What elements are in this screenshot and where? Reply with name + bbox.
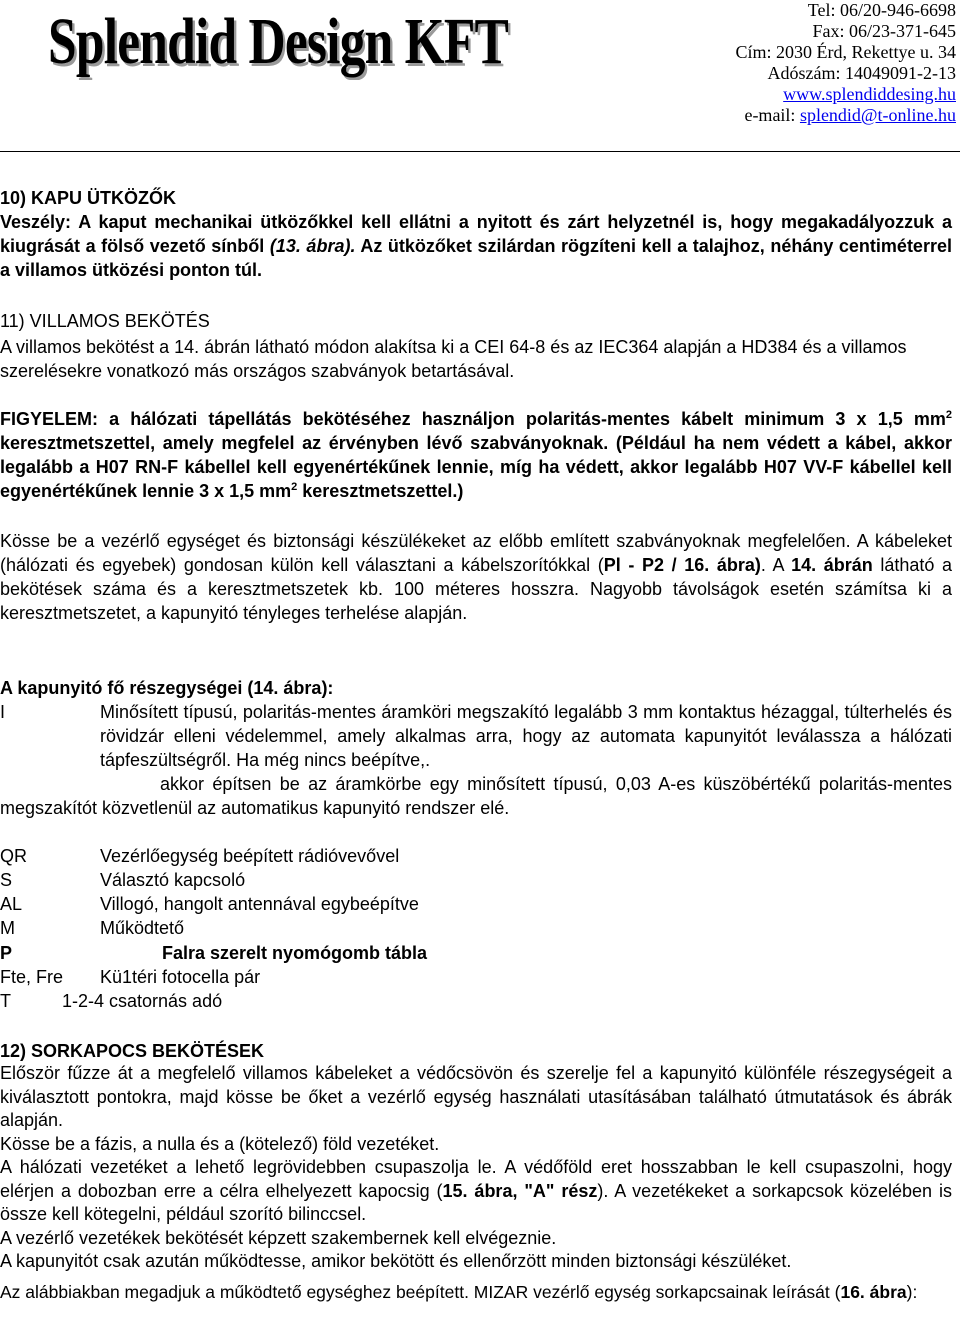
section-12-p4: A vezérlő vezetékek bekötését képzett szakembernek kell elvégeznie. (0, 1227, 557, 1248)
section-12-p6-ref: 16. ábra (840, 1282, 907, 1302)
parts-item-key: P (0, 943, 13, 963)
parts-item-text: Falra szerelt nyomógomb tábla (162, 943, 428, 963)
warning-sup: 2 (945, 409, 952, 421)
warning-text-b: keresztmetszettel, amely megfelel az érvényben lévő szabványoknak. (Például ha nem védett a kábel, akkor legalább a H07 RN-F kábellel kell egyenértékűnek lennie, míg ha védett, akkor legalább H07 VV-F kábellel kell egyenértékűnek lennie 3 x 1,5 mm (0, 433, 952, 501)
section-12-body (0, 1062, 952, 1274)
section-10-text-b: Az ütközőket szilárdan rögzíteni kell a talajhoz, néhány centiméterrel a villamos ütközési ponton túl. (0, 236, 952, 280)
section-12-p6 (0, 1281, 952, 1303)
warning-sup-2: 2 (291, 481, 298, 493)
company-logo: Splendid Design KFT (48, 5, 509, 78)
section-12-p3-ref: 15. ábra, "A" rész (442, 1180, 598, 1201)
section-12-p3 (0, 1156, 952, 1227)
contact-block (736, 0, 956, 126)
parts-item-key: AL (0, 894, 23, 914)
parts-item-key: M (0, 918, 15, 938)
email-link[interactable]: splendid@t-online.hu (799, 105, 956, 125)
section-12-p5: A kapunyitót csak azután működtesse, amikor bekötött és ellenőrzött minden biztonsági készüléket. (0, 1251, 792, 1271)
connect-text-d: látható a bekötések száma és a keresztmetszetek kb. 100 méteres hosszra. Nagyobb távolságok esetén számítsa ki a keresztmetszetet, a kapunyitó tényleges terhelése alapján. (0, 555, 953, 623)
parts-item-key: QR (0, 846, 27, 866)
section-12-p3-a: A hálózati vezetéket a lehető legrövidebben csupaszolja le. A védőföld eret hosszabban le kell csupaszolni, hogy elérjen a dobozban erre a célra elhelyezett kapocsig ( (0, 1157, 952, 1201)
parts-item-text: Kü1téri fotocella pár (100, 967, 261, 987)
header-divider (0, 151, 960, 152)
parts-item-i-key: I (0, 702, 6, 722)
section-11-warning (0, 407, 952, 503)
section-12-p6-a: Az alábbiakban megadjuk a működtető egységhez beépített. MIZAR vezérlő egység sorkapcsainak leírását ( (0, 1282, 841, 1302)
warning-text-c: keresztmetszettel.) (297, 481, 464, 501)
parts-heading: A kapunyitó fő részegységei (14. ábra): (0, 678, 334, 698)
parts-item-text: 1-2-4 csatornás adó (62, 991, 223, 1011)
section-10-figure-ref: (13. ábra). (269, 236, 356, 256)
parts-item-text: Villogó, hangolt antennával egybeépítve (100, 894, 419, 914)
contact-tax: Adószám: 14049091-2-13 (767, 63, 956, 83)
contact-tel: Tel: 06/20-946-6698 (807, 0, 956, 20)
warning-text-a: FIGYELEM: a hálózati tápellátás bekötéséhez használjon polaritás-mentes kábelt minimum 3 x 1,5 mm (0, 409, 946, 429)
parts-item-key: S (0, 870, 13, 890)
section-10-title: 10) KAPU ÜTKÖZŐK (0, 188, 177, 208)
parts-item-text: Választó kapcsoló (100, 870, 246, 890)
section-10-text (0, 210, 952, 282)
connect-text-c: . A (760, 555, 792, 575)
section-11-connect (0, 529, 952, 625)
connect-ref-1: Pl - P2 / 16. ábra) (603, 555, 761, 575)
section-11-intro: A villamos bekötést a 14. ábrán látható módon alakítsa ki a CEI 64-8 és az IEC364 alapján a HD384 és a villamos szerelésekre vonatkozó más országos szabványok betartásával. (0, 337, 907, 381)
section-12-p1: Először fűzze át a megfelelő villamos kábeleket a védőcsövön és szerelje fel a kapunyitó különféle részegységeit a kiválasztott pontokra, majd kösse be őket a vezérlő egység használati utasításában található útmutatások és ábrák alapján. (0, 1063, 952, 1130)
parts-item-key: Fte, Fre (0, 967, 64, 987)
contact-address: Cím: 2030 Érd, Rekettye u. 34 (735, 42, 956, 62)
section-10-text-a: Veszély: A kaput mechanikai ütközőkkel kell ellátni a nyitott és zárt helyzetnél is, hogy megakadályozzuk a kiugrását a fölső vezető sínből (0, 212, 952, 256)
parts-item-key: T (0, 991, 11, 1011)
parts-item-text: Vezérlőegység beépített rádióvevővel (100, 846, 400, 866)
parts-item-i-cont-text: akkor építsen be az áramkörbe egy minősített típusú, 0,03 A-es küszöbértékű polaritás-mentes megszakítót közvetlenül az automatikus kapunyitó rendszer elé. (0, 774, 952, 818)
section-12-p2: Kösse be a fázis, a nulla és a (kötelező) föld vezetéket. (0, 1133, 440, 1154)
parts-item-i-text: Minősített típusú, polaritás-mentes áramköri megszakító legalább 3 mm kontaktus hézaggal, túlterhelés és rövidzár elleni védelemmel, amely alkalmas arra, hogy az automata kapunyitót leválassza a hálózati tápfeszültségről. Ha még nincs beépítve,. (100, 702, 952, 770)
contact-fax: Fax: 06/23-371-645 (812, 21, 956, 41)
parts-item-i-cont (0, 772, 952, 820)
parts-item-text: Működtető (100, 918, 185, 938)
section-12-title: 12) SORKAPOCS BEKÖTÉSEK (0, 1041, 265, 1061)
website-link[interactable]: www.splendiddesing.hu (783, 84, 956, 104)
section-11-title: 11) VILLAMOS BEKÖTÉS (0, 311, 210, 331)
section-12-p6-c: ): (906, 1282, 918, 1302)
connect-ref-2: 14. ábrán (791, 555, 873, 575)
email-label: e-mail: (744, 105, 800, 125)
section-12-p3-c: ). A vezetékeket a sorkapcsok közelében is össze kell kötegelni, például szorító bilinccsel. (0, 1180, 952, 1224)
connect-text-a: Kösse be a vezérlő egységet és biztonsági készülékeket az előbb említett szabványoknak megfelelően. A kábeleket (hálózati és egyebek) gondosan külön kell választani a kábelszorítókkal ( (0, 531, 952, 575)
